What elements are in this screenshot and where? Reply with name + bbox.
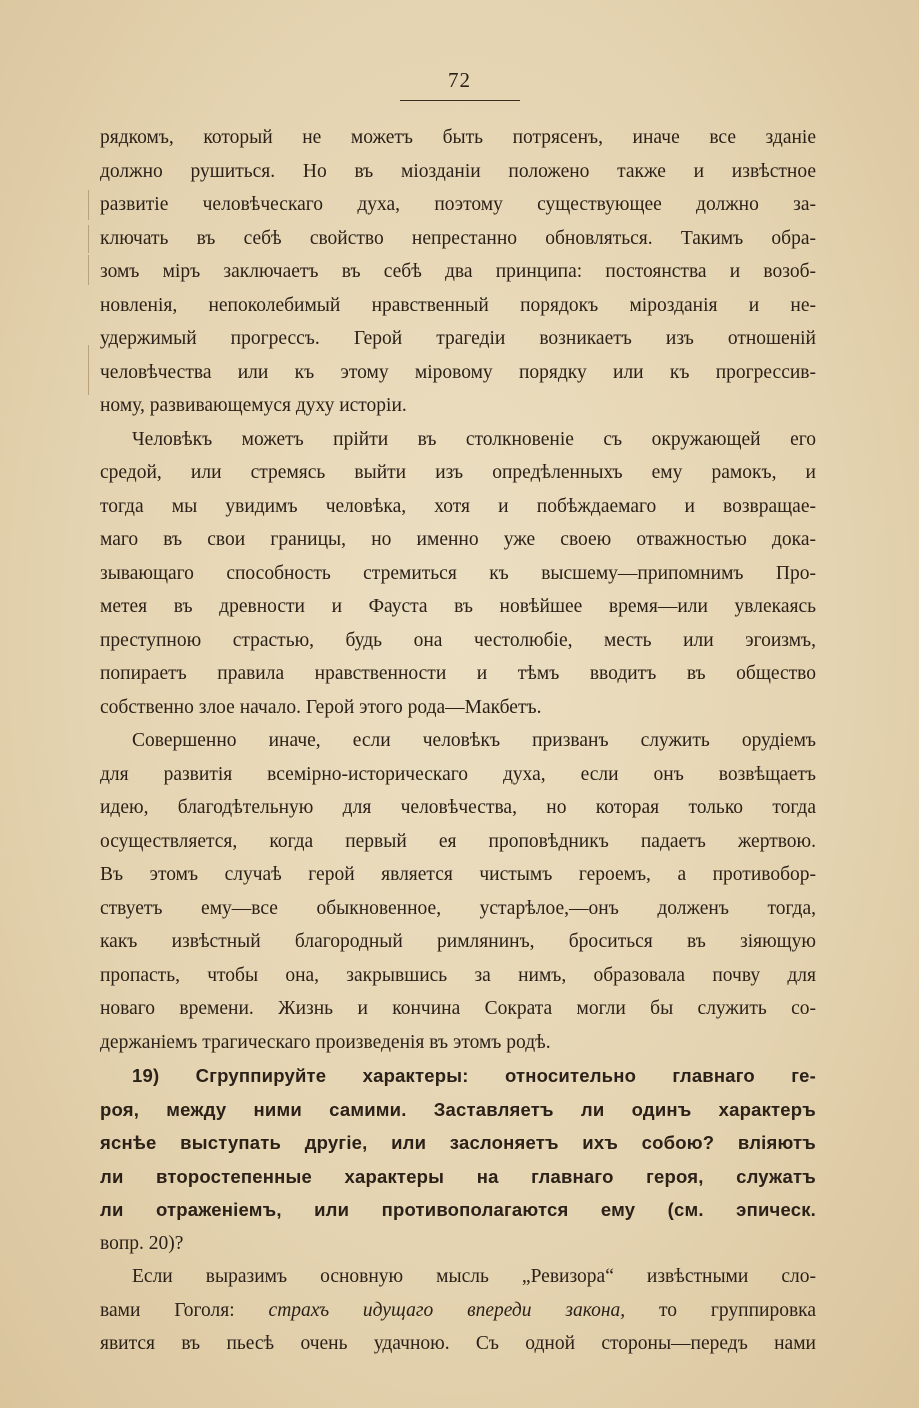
text-line: средой, или стремясь выйти изъ опредѣленныхъ ему рамокъ, и	[100, 462, 816, 483]
italic-quote: страхъ идущаго впереди закона,	[268, 1299, 626, 1321]
text-line: какъ извѣстный благородный римлянинъ, броситься въ зіяющую	[100, 931, 816, 952]
header-rule	[400, 100, 520, 101]
page-number: 72	[448, 68, 471, 92]
text-line: ключать въ себѣ свойство непрестанно обновляться. Такимъ обра-	[100, 227, 816, 249]
margin-mark	[88, 345, 89, 395]
text-line: удержимый прогрессъ. Герой трагедіи возникаетъ изъ отношеній	[100, 328, 816, 349]
text-line: новленія, непоколебимый нравственный порядокъ мірозданія и не-	[100, 294, 816, 316]
text-line: развитіе человѣческаго духа, поэтому существующее должно за-	[100, 194, 816, 215]
text-line: новаго времени. Жизнь и кончина Сократа могли бы служить со-	[100, 998, 816, 1019]
text-line: идею, благодѣтельную для человѣчества, но которая только тогда	[100, 797, 816, 818]
text-line: для развитія всемірно-историческаго духа, если онъ возвѣщаетъ	[100, 763, 816, 785]
text-line: Совершенно иначе, если человѣкъ призванъ служить орудіемъ	[132, 730, 816, 751]
text-line: попираетъ правила нравственности и тѣмъ вводитъ въ общество	[100, 663, 816, 684]
question-line: роя, между ними самими. Заставляетъ ли одинъ характеръ	[100, 1098, 816, 1120]
text-line: Въ этомъ случаѣ герой является чистымъ героемъ, а противобор-	[100, 864, 816, 885]
text-line: осуществляется, когда первый ея проповѣдникъ падаетъ жертвою.	[100, 830, 816, 852]
text-line: держаніемъ трагическаго произведенія въ этомъ родѣ.	[100, 1031, 551, 1053]
text-line: метея въ древности и Фауста въ новѣйшее время—или увлекаясь	[100, 596, 816, 617]
question-line: ли отраженіемъ, или противополагаются ему (см. эпическ.	[100, 1199, 816, 1220]
text-line: ствуетъ ему—все обыкновенное, устарѣлое,—онъ долженъ тогда,	[100, 897, 816, 919]
text-fragment: то группировка	[659, 1299, 816, 1321]
margin-mark	[88, 225, 89, 253]
question-line: яснѣе выступать другіе, или заслоняетъ ихъ собою? вліяютъ	[100, 1132, 816, 1153]
text-line: Человѣкъ можетъ прійти въ столкновеніе съ окружающей его	[132, 428, 816, 450]
text-line: должно рушиться. Но въ міозданіи положено также и извѣстное	[100, 160, 816, 182]
body-text	[100, 121, 816, 1361]
text-line: собственно злое начало. Герой этого рода—Макбетъ.	[100, 696, 542, 718]
margin-mark	[88, 255, 89, 285]
text-line	[100, 1294, 816, 1328]
text-line: зывающаго способность стремиться къ высшему—припомнимъ Про-	[100, 562, 816, 584]
text-line: преступною страстью, будь она честолюбіе, месть или эгоизмъ,	[100, 629, 816, 651]
text-line: явится въ пьесѣ очень удачною. Съ одной стороны—передъ нами	[100, 1333, 816, 1354]
text-line: зомъ міръ заключаетъ въ себѣ два принципа: постоянства и возоб-	[100, 261, 816, 282]
text-fragment: вами Гоголя:	[100, 1299, 235, 1321]
text-line: пропасть, чтобы она, закрывшись за нимъ, образовала почву для	[100, 964, 816, 986]
text-line: рядкомъ, который не можетъ быть потрясенъ, иначе все зданіе	[100, 127, 816, 148]
text-line: человѣчества или къ этому міровому порядку или къ прогрессив-	[100, 361, 816, 383]
margin-mark	[88, 190, 89, 220]
question-line: вопр. 20)?	[100, 1232, 184, 1254]
text-line: ному, развивающемуся духу исторіи.	[100, 395, 407, 416]
question-line: 19) Сгруппируйте характеры: относительно главнаго ге-	[132, 1065, 816, 1086]
question-line: ли второстепенные характеры на главнаго героя, служатъ	[100, 1165, 816, 1187]
text-line: Если выразимъ основную мысль „Ревизора“ извѣстными сло-	[132, 1266, 816, 1287]
text-line: маго въ свои границы, но именно уже своею отважностью дока-	[100, 529, 816, 550]
text-line: тогда мы увидимъ человѣка, хотя и побѣждаемаго и возвращае-	[100, 495, 816, 517]
